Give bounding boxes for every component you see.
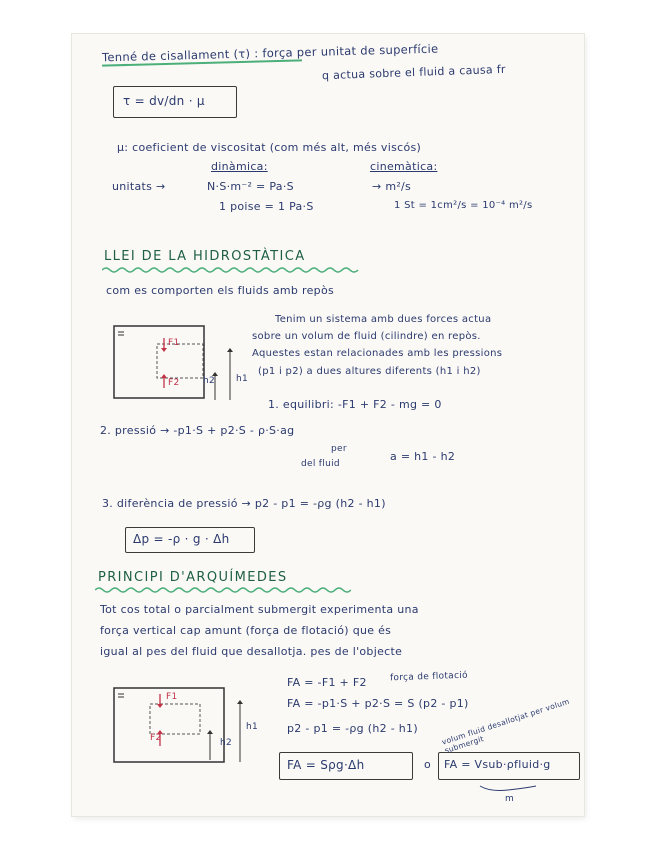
arch-eq-2: FA = -p1·S + p2·S = S (p2 - p1) xyxy=(287,697,469,710)
arch-side-note: volum fluid desallotjat per volum submergit xyxy=(440,696,571,756)
equilibrium-step: 1. equilibri: -F1 + F2 - mg = 0 xyxy=(268,398,442,411)
m-brace xyxy=(478,784,538,794)
pressure-step: 2. pressió → -p1·S + p2·S - ρ·S·ag xyxy=(100,424,295,437)
a-equation: a = h1 - h2 xyxy=(390,450,456,463)
per-label: per xyxy=(331,444,347,454)
hydrostatics-title: LLEI DE LA HIDROSTÀTICA xyxy=(104,249,306,264)
hydrostatics-intro: com es comporten els fluids amb repòs xyxy=(106,284,335,297)
hydrostatics-title-wavy-underline xyxy=(102,266,362,274)
shear-line-2: q actua sobre el fluid a causa fr xyxy=(321,62,506,83)
shear-line-1: Tenné de cisallament (τ) : força per unitat de superfície xyxy=(101,41,439,65)
dynamic-label: dinàmica: xyxy=(211,160,268,173)
hydro-h1-label: h1 xyxy=(236,374,249,384)
arch-f2-label: F2 xyxy=(150,733,162,743)
arch-eq-1-note: força de flotació xyxy=(389,670,469,684)
archimedes-diagram xyxy=(112,686,267,766)
arch-box-1-formula: FA = Sρg·Δh xyxy=(287,758,365,772)
units-label: unitats → xyxy=(112,180,166,193)
arch-eq-1: FA = -F1 + F2 xyxy=(287,676,367,689)
hydrostatic-diagram xyxy=(112,324,262,404)
hydro-f2-label: F2 xyxy=(168,378,180,388)
del-fluid-label: del fluid xyxy=(301,459,340,469)
arch-box-2-formula: FA = Vsub·ρfluid·g xyxy=(444,758,551,771)
arch-h1-label: h1 xyxy=(246,722,259,732)
hydro-h2-label: h2 xyxy=(203,376,216,386)
hydro-desc-1: Tenim un sistema amb dues forces actua xyxy=(275,314,492,325)
arch-h2-label: h2 xyxy=(220,738,233,748)
mu-definition: μ: coeficient de viscositat (com més alt, més viscós) xyxy=(117,141,422,154)
hydro-desc-2: sobre un volum de fluid (cilindre) en repòs. xyxy=(252,331,481,342)
archimedes-title: PRINCIPI D'ARQUÍMEDES xyxy=(98,570,288,585)
hydro-f1-label: F1 xyxy=(168,338,180,348)
kinematic-units: → m²/s xyxy=(372,180,412,193)
dynamic-units: N·S·m⁻² = Pa·S xyxy=(207,180,294,193)
m-label: m xyxy=(505,794,515,804)
stokes-conversion: 1 St = 1cm²/s = 10⁻⁴ m²/s xyxy=(394,200,533,211)
poise-conversion: 1 poise = 1 Pa·S xyxy=(219,200,314,213)
arch-eq-3: p2 - p1 = -ρg (h2 - h1) xyxy=(287,722,418,735)
shear-formula: τ = dv/dn · μ xyxy=(123,94,205,108)
kinematic-label: cinemàtica: xyxy=(370,160,438,173)
or-label: o xyxy=(424,758,432,771)
hydro-desc-4: (p1 i p2) a dues altures diferents (h1 i h2) xyxy=(258,366,481,377)
pressure-difference-step: 3. diferència de pressió → p2 - p1 = -ρg (h2 - h1) xyxy=(102,497,386,510)
arch-f1-label: F1 xyxy=(166,692,178,702)
archimedes-text-2: força vertical cap amunt (força de flotació) que és xyxy=(100,624,392,637)
hydro-desc-3: Aquestes estan relacionades amb les pressions xyxy=(252,348,503,359)
delta-p-formula: Δp = -ρ · g · Δh xyxy=(133,532,230,546)
archimedes-text-1: Tot cos total o parcialment submergit experimenta una xyxy=(100,603,419,616)
archimedes-text-3: igual al pes del fluid que desallotja. pes de l'objecte xyxy=(100,645,403,658)
archimedes-title-wavy-underline xyxy=(95,586,351,594)
